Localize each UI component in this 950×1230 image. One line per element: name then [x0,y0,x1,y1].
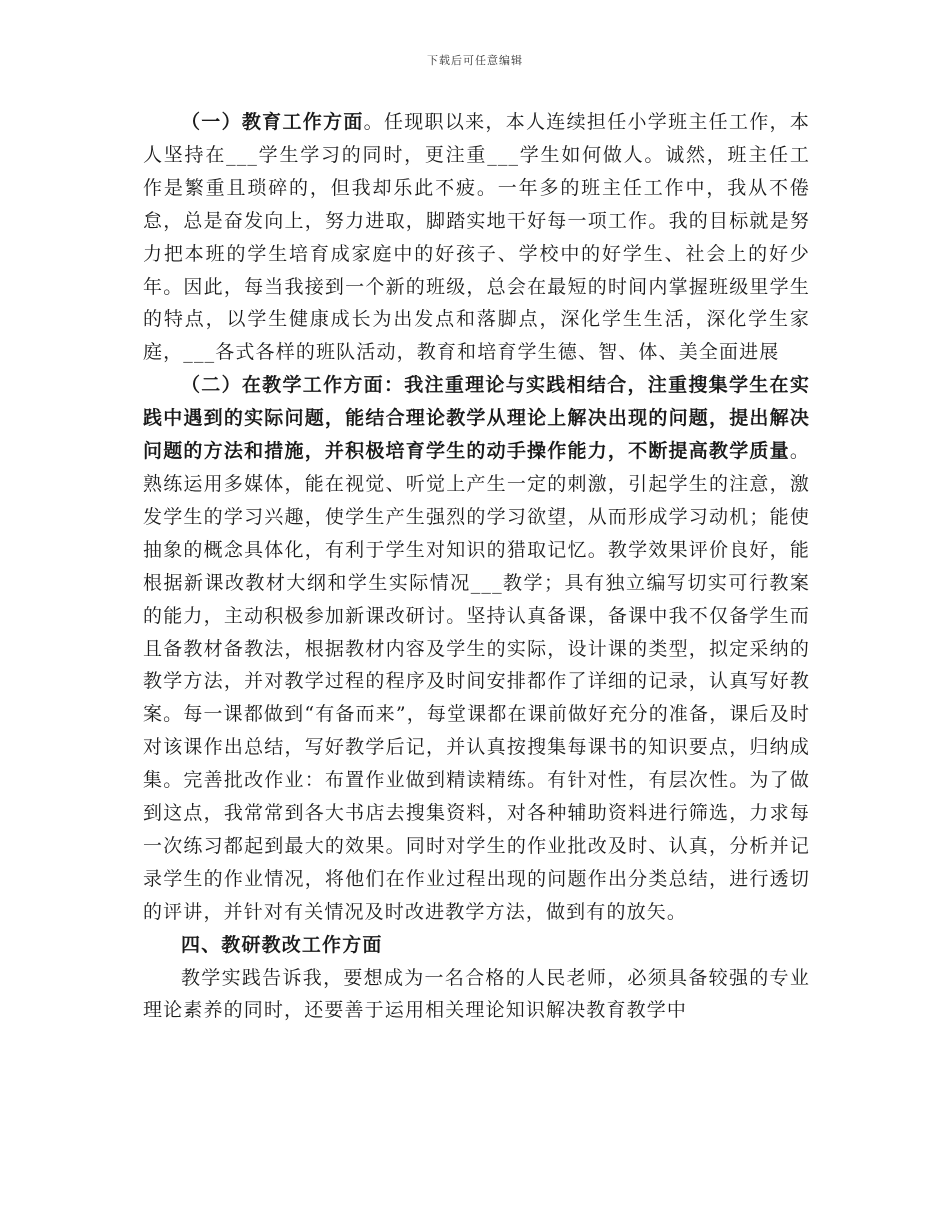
document-body [143,106,810,1027]
paragraph-teaching-work [143,369,810,928]
paragraph-text: 。任现职以来，本人连续担任小学班主任工作，本人坚持在___学生学习的同时，更注重___学生如何做人。诚然，班主任工作是繁重且琐碎的，但我却乐此不疲。一年多的班主任工作中，我从不倦怠，总是奋发向上，努力进取，脚踏实地干好每一项工作。我的目标就是努力把本班的学生培育成家庭中的好孩子、学校中的好学生、社会上的好少年。因此，每当我接到一个新的班级，总会在最短的时间内掌握班级里学生的特点，以学生健康成长为出发点和落脚点，深化学生生活，深化学生家庭，___各式各样的班队活动，教育和培育学生德、智、体、美全面进展 [143,111,810,364]
paragraph-lead: （二）在教学工作方面：我注重理论与实践相结合，注重搜集学生在实践中遇到的实际问题，能结合理论教学从理论上解决出现的问题，提出解决问题的方法和措施，并积极培育学生的动手操作能力，不断提高教学质量 [143,374,810,463]
paragraph-research-work: 教学实践告诉我，要想成为一名合格的人民老师，必须具备较强的专业理论素养的同时，还要善于运用相关理论知识解决教育教学中 [143,966,810,1022]
paragraph-lead: （一）教育工作方面 [181,111,364,133]
section-heading: 四、教研教改工作方面 [181,933,383,956]
paragraph-text: 。熟练运用多媒体，能在视觉、听觉上产生一定的刺激，引起学生的注意，激发学生的学习兴趣，使学生产生强烈的学习欲望，从而形成学习动机；能使抽象的概念具体化，有利于学生对知识的猎取记忆。教学效果评价良好，能根据新课改教材大纲和学生实际情况___教学；具有独立编写切实可行教案的能力，主动积极参加新课改研讨。坚持认真备课，备课中我不仅备学生而且备教材备教法，根据教材内容及学生的实际，设计课的类型，拟定采纳的教学方法，并对教学过程的程序及时间安排都作了详细的记录，认真写好教案。每一课都做到“有备而来”，每堂课都在课前做好充分的准备，课后及时对该课作出总结，写好教学后记，并认真按搜集每课书的知识要点，归纳成集。完善批改作业：布置作业做到精读精练。有针对性，有层次性。为了做到这点，我常常到各大书店去搜集资料，对各种辅助资料进行筛选，力求每一次练习都起到最大的效果。同时对学生的作业批改及时、认真，分析并记录学生的作业情况，将他们在作业过程出现的问题作出分类总结，进行透切的评讲，并针对有关情况及时改进教学方法，做到有的放矢。 [143,440,810,923]
paragraph-education-work [143,106,810,369]
page-header: 下载后可任意编辑 [427,54,523,67]
